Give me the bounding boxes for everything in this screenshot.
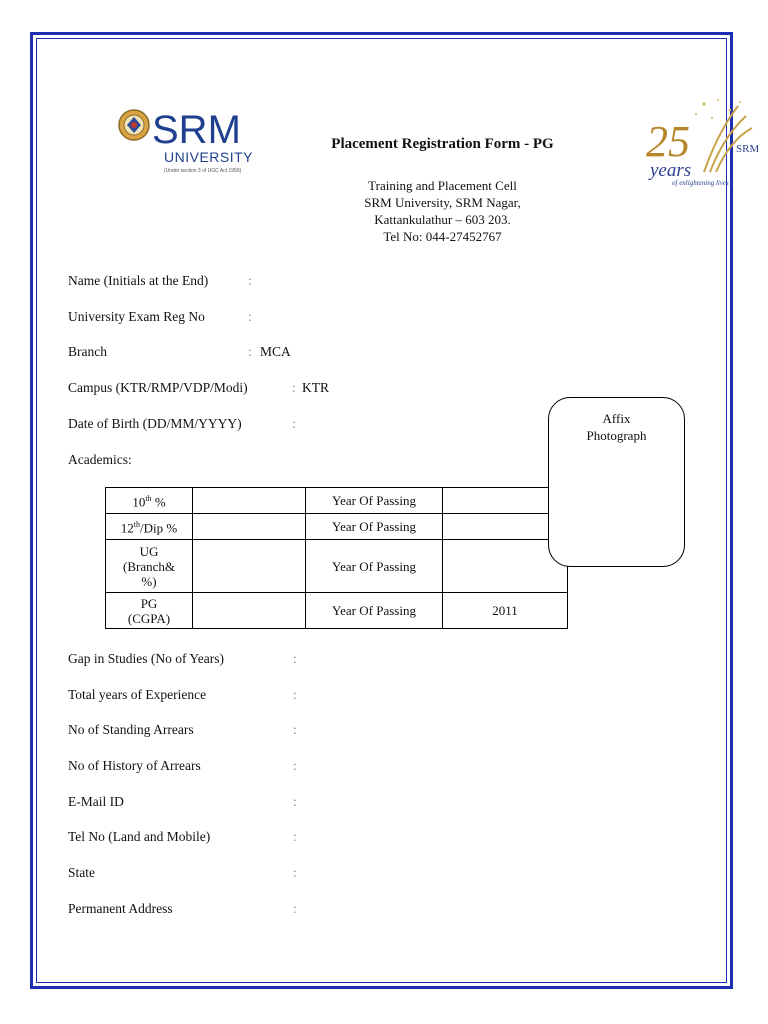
field-gap-label: Gap in Studies (No of Years) bbox=[68, 651, 224, 666]
logo-note: (Under section 3 of UGC Act 1956) bbox=[164, 168, 242, 174]
qualification-10th: 10th % bbox=[106, 488, 193, 514]
address-line: Training and Placement Cell bbox=[368, 178, 517, 193]
field-history-arrears-colon: : bbox=[293, 758, 297, 773]
field-branch-label: Branch bbox=[68, 344, 107, 359]
year-cell[interactable]: 2011 bbox=[443, 593, 568, 629]
anniv-tagline: of enlightening lives bbox=[672, 179, 729, 187]
percentage-cell[interactable] bbox=[193, 488, 306, 514]
field-reg-no-label: University Exam Reg No bbox=[68, 309, 205, 324]
photo-box-label: Photograph bbox=[586, 428, 647, 443]
academics-label: Academics: bbox=[68, 452, 132, 467]
year-of-passing-label: Year Of Passing bbox=[306, 593, 443, 629]
field-branch-colon: : bbox=[248, 344, 252, 359]
field-campus-label: Campus (KTR/RMP/VDP/Modi) bbox=[68, 380, 248, 395]
anniv-brand: SRM bbox=[736, 143, 758, 155]
field-name-colon: : bbox=[248, 273, 252, 288]
field-state-colon: : bbox=[293, 865, 297, 880]
address-line: Kattankulathur – 603 203. bbox=[374, 212, 511, 227]
address-block bbox=[300, 177, 585, 245]
table-row bbox=[106, 488, 568, 514]
logo-subtitle: UNIVERSITY bbox=[164, 149, 254, 165]
field-history-arrears-label: No of History of Arrears bbox=[68, 758, 201, 773]
form-title: Placement Registration Form - PG bbox=[331, 136, 554, 152]
field-gap-colon: : bbox=[293, 651, 297, 666]
table-row bbox=[106, 593, 568, 629]
qualification-ug: UG (Branch& %) bbox=[106, 540, 193, 593]
university-seal-icon bbox=[112, 100, 272, 180]
qualification-pg: PG (CGPA) bbox=[106, 593, 193, 629]
field-state-label: State bbox=[68, 865, 95, 880]
academics-table bbox=[105, 487, 568, 629]
field-dob-colon: : bbox=[292, 416, 296, 431]
field-campus-colon: : bbox=[292, 380, 296, 395]
field-tel-colon: : bbox=[293, 829, 297, 844]
field-email-label: E-Mail ID bbox=[68, 794, 124, 809]
field-experience-colon: : bbox=[293, 687, 297, 702]
field-address-colon: : bbox=[293, 901, 297, 916]
table-row bbox=[106, 540, 568, 593]
field-campus-value[interactable]: KTR bbox=[302, 380, 329, 395]
anniv-number: 25 bbox=[646, 117, 690, 166]
field-standing-arrears-colon: : bbox=[293, 722, 297, 737]
logo-brand: SRM bbox=[152, 108, 241, 152]
year-of-passing-label: Year Of Passing bbox=[306, 488, 443, 514]
year-of-passing-label: Year Of Passing bbox=[306, 514, 443, 540]
field-reg-no-colon: : bbox=[248, 309, 252, 324]
field-standing-arrears-label: No of Standing Arrears bbox=[68, 722, 194, 737]
field-name-label: Name (Initials at the End) bbox=[68, 273, 209, 288]
anniversary-emblem-icon bbox=[626, 92, 758, 188]
field-branch-value[interactable]: MCA bbox=[260, 344, 291, 359]
percentage-cell[interactable] bbox=[193, 540, 306, 593]
field-email-colon: : bbox=[293, 794, 297, 809]
field-address-label: Permanent Address bbox=[68, 901, 173, 916]
year-of-passing-label: Year Of Passing bbox=[306, 540, 443, 593]
address-line: SRM University, SRM Nagar, bbox=[364, 195, 521, 210]
table-row bbox=[106, 514, 568, 540]
srm-university-logo bbox=[112, 100, 272, 180]
photo-box[interactable] bbox=[548, 397, 685, 567]
address-line: Tel No: 044-27452767 bbox=[383, 229, 502, 244]
percentage-cell[interactable] bbox=[193, 593, 306, 629]
qualification-12th: 12th/Dip % bbox=[106, 514, 193, 540]
field-dob-label: Date of Birth (DD/MM/YYYY) bbox=[68, 416, 242, 431]
photo-box-label: Affix bbox=[602, 411, 631, 426]
field-experience-label: Total years of Experience bbox=[68, 687, 207, 702]
anniv-word: years bbox=[650, 160, 692, 181]
percentage-cell[interactable] bbox=[193, 514, 306, 540]
field-tel-label: Tel No (Land and Mobile) bbox=[68, 829, 211, 844]
anniversary-logo bbox=[626, 92, 758, 188]
